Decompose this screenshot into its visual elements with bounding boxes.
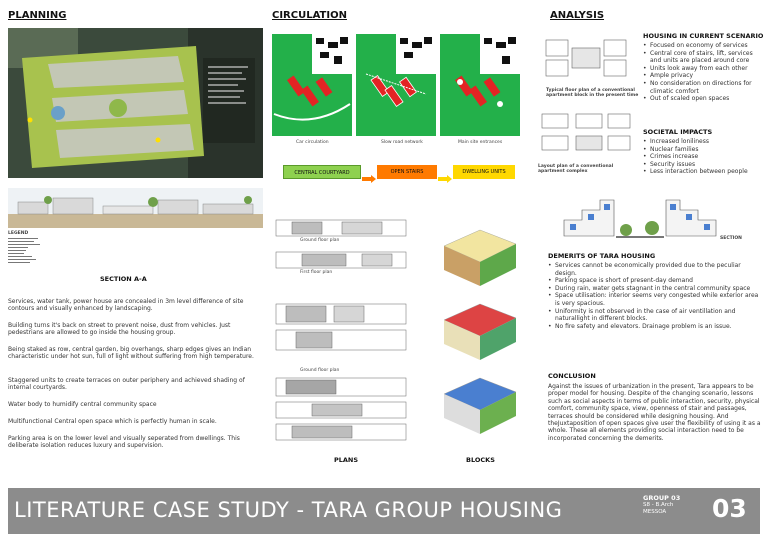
planning-paragraph-4: Staggered units to create terraces on outer periphery and achieved shading of internal courtyards. (8, 377, 245, 392)
impact-item: • Increased loniliness (643, 138, 765, 146)
housing-item: • Units look away from each other (643, 65, 763, 73)
caption-car-circulation: Car circulation (296, 140, 329, 145)
demerit-item: • No fire safety and elevators. Drainage problem is an issue. (548, 323, 760, 331)
plan-label-3: Ground floor plan (300, 368, 340, 373)
planning-paragraph-2: Building turns it's back on street to prevent noise, dust from vehicles. Just pedestrians are allowed to go inside the housing group. (8, 322, 231, 337)
conclusion-title: CONCLUSION (548, 372, 596, 380)
housing-title: HOUSING IN CURRENT SCENARIO (643, 32, 764, 40)
flow-dwelling-units: DWELLING UNITS (453, 165, 515, 179)
planning-paragraph-3: Being staked as row, central garden, big overhangs, sharp edges gives an Indian characteristic under hot sun, full of light without suffering from high temperature. (8, 346, 254, 361)
apartment-layout-diagram (536, 108, 636, 158)
housing-item: • Out of scaled open spaces (643, 95, 763, 103)
apartment-floor-plan-diagram (536, 36, 636, 82)
footer-college: MESSOA (643, 509, 667, 515)
footer-semester: S8 - B.Arch (643, 502, 674, 508)
planning-paragraph-7: Parking area is on the lower level and visually seperated from dwellings. This deliberate isolation reduces luxury and supervision. (8, 435, 240, 450)
legend-title: LEGEND (8, 231, 29, 236)
plans-drawings (272, 212, 420, 444)
diagram-caption-2: Layout plan of a conventional apartment complex (538, 164, 614, 174)
footer-info (643, 495, 680, 516)
diagram-caption-1: Typical floor plan of a conventional apartment block in the present time (546, 88, 639, 98)
housing-item: • Ample privacy (643, 72, 763, 80)
impacts-list (643, 138, 765, 176)
demerit-item: • During rain, water gets stagnant in the central community space (548, 285, 760, 293)
blocks-caption: BLOCKS (466, 456, 495, 464)
footer-group: GROUP 03 (643, 494, 681, 502)
planning-paragraph-1: Services, water tank, power house are concealed in 3m level difference of site contours and visually enhanced by landscaping. (8, 298, 244, 313)
impact-item: • Crimes increase (643, 153, 765, 161)
impact-item: • Nuclear families (643, 146, 765, 154)
plan-label-1: Ground floor plan (300, 238, 340, 243)
flow-central-courtyard: CENTRAL COURTYARD (283, 165, 361, 179)
impact-item: • Less interaction between people (643, 168, 765, 176)
caption-main-entrances: Main site entrances (458, 140, 503, 145)
footer-title: LITERATURE CASE STUDY - TARA GROUP HOUSING (14, 498, 563, 522)
demerit-item: • Uniformity is not observed in the case of air ventillation and naturallight in different blocks. (548, 308, 760, 323)
planning-heading: PLANNING (8, 10, 67, 21)
housing-list (643, 42, 763, 103)
section-image (8, 188, 263, 228)
demerit-item: • Parking space is short of present-day demand (548, 277, 760, 285)
section-caption: SECTION A-A (100, 275, 147, 283)
analysis-heading: ANALYSIS (550, 10, 605, 21)
housing-item: • Focused on economy of services (643, 42, 763, 50)
caption-slow-road: Slow road network (381, 140, 423, 145)
site-plan-image (8, 28, 263, 178)
blocks-drawings (440, 226, 520, 448)
demerits-title: DEMERITS OF TARA HOUSING (548, 252, 656, 260)
impact-item: • Security issues (643, 161, 765, 169)
conclusion-text: Against the issues of urbanization in the present, Tara appears to be proper model for housing. Despite of the changing scenario, lessons such as social aspects in terms of public interaction, security, physical comfort, community space, view, openness of stair and passages, terraces should be considered while designing housing. And theJuxtaposition of open spaces give user the flexibility of using it as a whole. These all elements providing social interaction need to be incorporated concerning the demerits. (548, 383, 761, 442)
footer-number: 03 (712, 494, 747, 523)
flow-open-stairs: OPEN STAIRS (377, 165, 437, 179)
planning-paragraph-6: Multifunctional Central open space which is perfectly human in scale. (8, 418, 217, 425)
planning-paragraph-5: Water body to humidify central community space (8, 401, 157, 408)
tara-section-diagram (560, 196, 720, 242)
housing-item: • No consideration on directions for climatic comfort (643, 80, 763, 95)
plans-caption: PLANS (334, 456, 359, 464)
housing-item: • Central core of stairs, lift, services and units are placed around core (643, 50, 763, 65)
plan-label-2: First floor plan (300, 270, 333, 275)
section-label: SECTION (720, 236, 742, 241)
legend-lines (8, 237, 48, 267)
demerits-list (548, 262, 760, 330)
impacts-title: SOCIETAL IMPACTS (643, 128, 713, 136)
flow-arrow-1 (362, 168, 376, 176)
flow-arrow-2 (438, 168, 452, 176)
circulation-heading: CIRCULATION (272, 10, 347, 21)
circulation-diagrams (272, 34, 520, 136)
demerit-item: • Space utilisation: interior seems very congested while exterior area is very spacious. (548, 292, 760, 307)
demerit-item: • Services cannot be economically provided due to the peculiar design. (548, 262, 760, 277)
